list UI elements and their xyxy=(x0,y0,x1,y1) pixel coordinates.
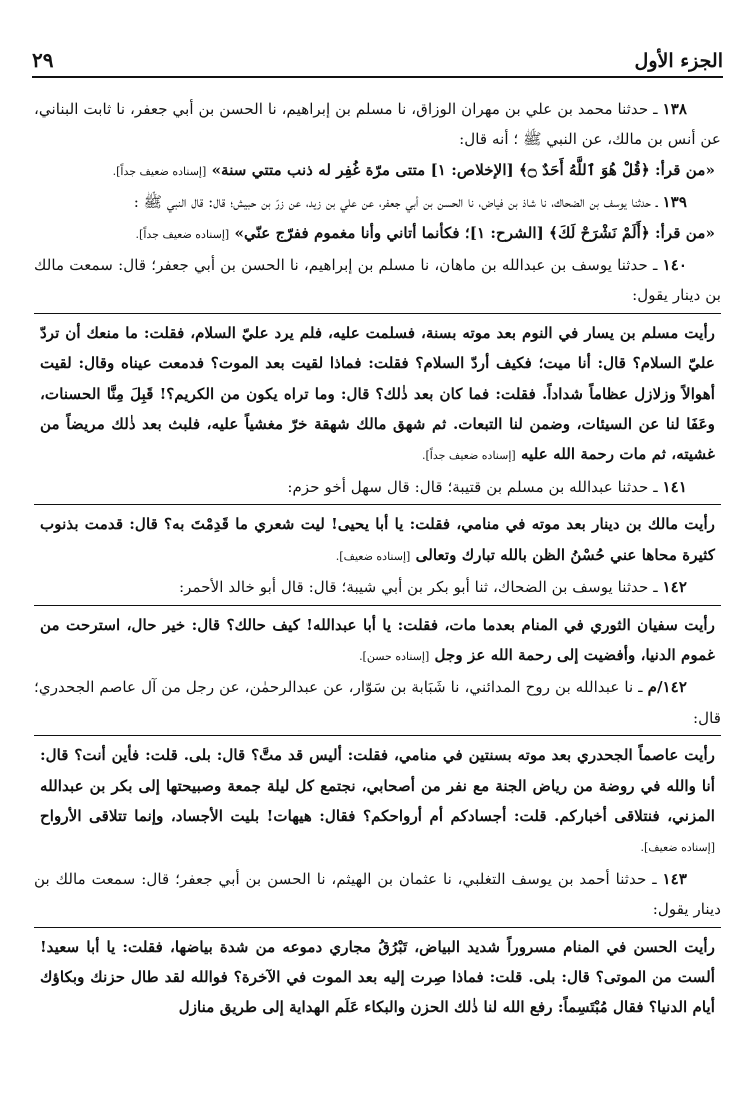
hadith-number: ١٣٨ xyxy=(662,100,688,118)
paragraph-text: رأيت الحسن في المنام مسروراً شديد البياض، تَبْرُقُ مجاري دموعه من شدة بياضها، فقلت: يا أبا سعيد! ألست من الموتى؟ قال: بلى. قلت: فماذا صِرت إليه بعد الموت في الآخرة؟ فوالله لقد طال حزنك وبكاؤك أيام الدنيا؟ فقال مُبْتَسِماً: رفع الله لنا ذٰلك الحزن والبكاء عَلَم الهداية إلى طريق منازل xyxy=(40,937,715,1017)
paragraph-text: ـ حدثنا محمد بن علي بن مهران الوزاق، نا مسلم بن إبراهيم، نا الحسن بن أبي جعفر، نا ثابت البناني، عن أنس بن مالك، عن النبي ﷺ ؛ أنه قال: xyxy=(34,100,721,149)
section-rule xyxy=(34,313,721,314)
narration-text xyxy=(34,318,721,472)
paragraph-text: «من قرأ: ﴿قُلْ هُوَ ٱللَّهُ أَحَدٌ ۝﴾ [الإخلاص: ١] متتى مرّة غُفِر له ذنب متتي سنة» xyxy=(211,160,715,179)
paragraph-text: ـ نا عبدالله بن روح المدائني، نا شَبَابة بن سَوّار، عن عبدالرحمٰن، عن رجل من آل عاصم الجحدري؛ قال: xyxy=(34,678,721,727)
paragraph-text: رأيت عاصماً الجحدري بعد موته بسنتين في منامي، فقلت: أليس قد متَّ؟ قال: بلى. قلت: فأين أنت؟ قال: أنا والله في روضة من رياض الجنة مع نفر من أصحابي، نجتمع كل ليلة جمعة وصبيحتها إلى بكر بن عبدالله المزني، فنتلاقى أخباركم. قلت: أجسادكم أم أرواحكم؟ فقال: هيهات! بليت الأجساد، وإنما تتلاقى الأرواح xyxy=(40,746,715,825)
paragraph-text: ـ حدثنا يوسف بن الضحاك، نا شاذ بن فياض، نا الحسن بن أبي جعفر، عن علي بن زيد، عن زرّ بن حبيش؛ قال: قال النبي ﷺ : xyxy=(133,193,658,212)
hadith-isnad xyxy=(34,572,721,602)
paragraph-text: ـ حدثنا يوسف بن الضحاك، ثنا أبو بكر بن أبي شيبة؛ قال: قال أبو خالد الأحمر: xyxy=(178,578,658,597)
grading-note: [إسناده حسن]. xyxy=(359,649,430,663)
narration-text xyxy=(34,218,721,250)
page-body xyxy=(34,94,721,1023)
paragraph-text: رأيت مالك بن دينار بعد موته في منامي، فقلت: يا أبا يحيى! ليت شعري ما قَدِمْتَ به؟ قال: قدمت بذنوب كثيرة محاها عني حُسْنُ الظن بالله تبارك وتعالى xyxy=(40,515,715,564)
hadith-number: ١٣٩ xyxy=(662,193,687,212)
header-rule xyxy=(32,76,723,78)
hadith-isnad xyxy=(34,472,721,502)
hadith-number: ١٤٢/م xyxy=(647,678,687,697)
grading-note: [إسناده ضعيف جداً]. xyxy=(135,227,230,241)
paragraph-text: رأيت مسلم بن يسار في النوم بعد موته بسنة، فسلمت عليه، فلم يرد عليّ السلام، فقلت: ما منعك أن تردّ عليّ السلام؟ قال: أنا ميت؛ فكيف أردّ السلام؟ فقلت: فماذا لقيت بعد الموت؟ فدمعت عيناه وقال: لقيت أهوالاً وزلازل عظاماً شداداً. فقلت: فما كان بعد ذٰلك؟ قال: وما تراه يكون من الكريم؟! قَبِلَ مِنَّا الحسنات، وعَفَا لنا عن السيئات، وضمن لنا التبعات. ثم شهق مالك شهقة خرّ مغشياً عليه، فلبث بعد ذٰلك مريضاً من غشيته، ثم مات رحمة الله عليه xyxy=(40,323,715,464)
narration-text xyxy=(34,509,721,572)
hadith-number: ١٤٠ xyxy=(662,256,688,275)
grading-note: [إسناده ضعيف]. xyxy=(640,841,715,855)
section-rule xyxy=(34,605,721,606)
hadith-number: ١٤١ xyxy=(662,477,687,496)
paragraph-text: رأيت سفيان الثوري في المنام بعدما مات، فقلت: يا أبا عبدالله! كيف حالك؟ قال: خير حال، استرحت من غموم الدنيا، وأفضيت إلى رحمة الله عز وجل xyxy=(40,615,715,664)
paragraph-text: ـ حدثنا أحمد بن يوسف التغلبي، نا عثمان بن الهيثم، نا الحسن بن أبي جعفر؛ قال: سمعت مالك بن دينار يقول: xyxy=(34,869,721,919)
paragraph-text: ـ حدثنا يوسف بن عبدالله بن ماهان، نا مسلم بن إبراهيم، نا الحسن بن أبي جعفر؛ قال: سمعت مالك بن دينار يقول: xyxy=(34,256,721,305)
section-rule xyxy=(34,927,721,928)
hadith-isnad xyxy=(34,187,721,217)
paragraph-text: «من قرأ: ﴿أَلَمْ نَشْرَحْ لَكَ﴾ [الشرح: ١]؛ فكأنما أتاني وأنا مغموم ففرّج عنّي» xyxy=(234,223,715,242)
narration-text xyxy=(34,610,721,673)
hadith-isnad xyxy=(34,250,721,311)
hadith-number: ١٤٢ xyxy=(662,578,687,597)
page-header xyxy=(32,36,723,76)
grading-note: [إسناده ضعيف جداً]. xyxy=(112,164,207,178)
hadith-number: ١٤٣ xyxy=(662,869,687,888)
grading-note: [إسناده ضعيف]. xyxy=(335,549,411,563)
hadith-isnad xyxy=(34,94,721,155)
grading-note: [إسناده ضعيف جداً]. xyxy=(422,449,516,463)
narration-text xyxy=(34,155,721,187)
running-head: الجزء الأول xyxy=(634,50,723,72)
narration-text xyxy=(34,932,721,1023)
hadith-isnad xyxy=(34,672,721,733)
page-number: ٢٩ xyxy=(32,48,54,72)
hadith-isnad xyxy=(34,864,721,925)
section-rule xyxy=(34,735,721,736)
paragraph-text: ـ حدثنا عبدالله بن مسلم بن قتيبة؛ قال: قال سهل أخو حزم: xyxy=(287,477,658,496)
section-rule xyxy=(34,504,721,505)
narration-text xyxy=(34,740,721,864)
